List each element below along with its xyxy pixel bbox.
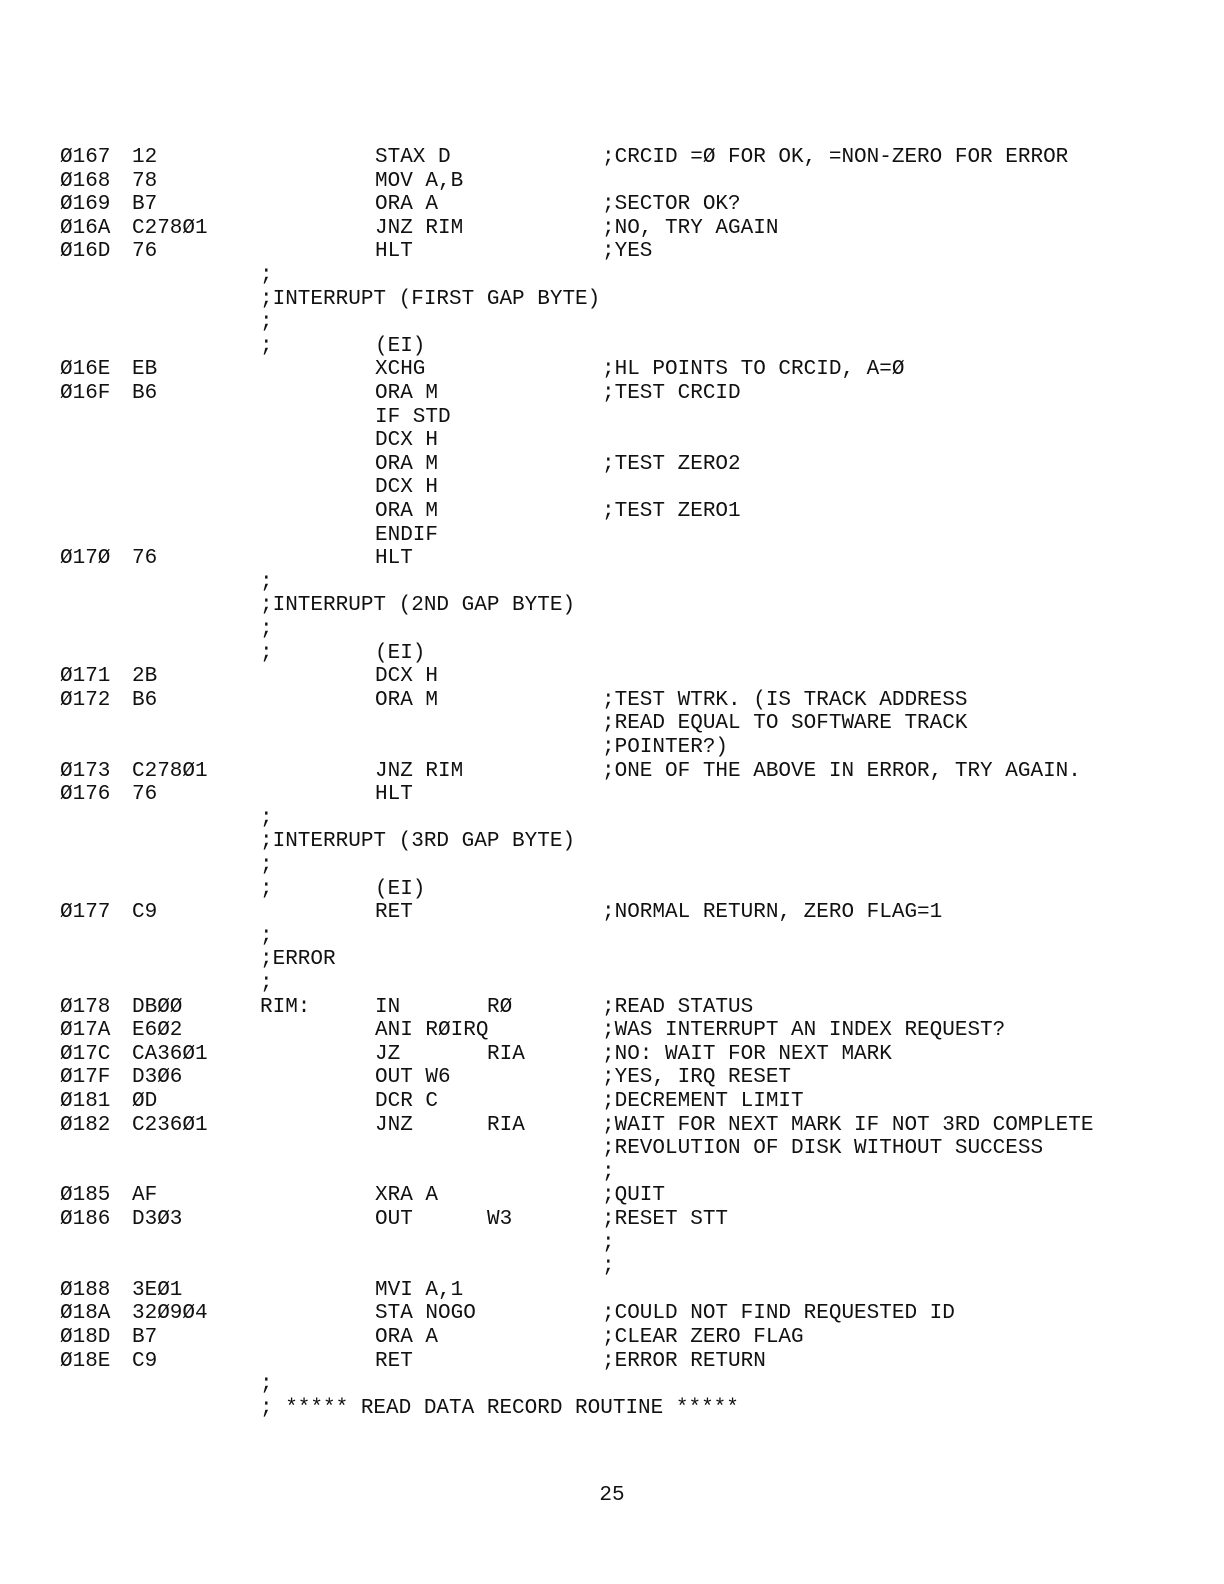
line-op: JNZ RIM (375, 759, 464, 783)
line-op: HLT (375, 783, 413, 807)
line-op: MOV A,B (375, 169, 464, 193)
line-comment: ;ONE OF THE ABOVE IN ERROR, TRY AGAIN. (602, 759, 1081, 783)
line-comment: ;NO, TRY AGAIN (602, 216, 779, 240)
line-comment: ;WAS INTERRUPT AN INDEX REQUEST? (602, 1019, 1006, 1043)
line-obj: 78 (132, 169, 158, 193)
line-obj: D3Ø3 (132, 1208, 183, 1231)
line-addr: Ø188 (60, 1278, 111, 1302)
line-addr: Ø169 (60, 193, 111, 217)
line-op: HLT (375, 240, 413, 264)
line-obj: CA36Ø1 (132, 1042, 208, 1066)
line-label: ;INTERRUPT (FIRST GAP BYTE) (260, 287, 601, 311)
line-label: ;INTERRUPT (3RD GAP BYTE) (260, 830, 576, 854)
line-op: MVI A,1 (375, 1278, 464, 1302)
line-addr: Ø17A (60, 1019, 111, 1043)
line-label: ; (260, 570, 273, 594)
line-addr: Ø17F (60, 1066, 111, 1090)
line-addr: Ø16F (60, 382, 111, 405)
line-obj: ØD (132, 1090, 158, 1113)
line-comment: ;TEST ZERO1 (602, 500, 741, 523)
line-obj: C236Ø1 (132, 1113, 208, 1137)
line-label: ; (260, 641, 273, 665)
line-obj: B7 (132, 1326, 158, 1349)
line-addr: Ø181 (60, 1090, 111, 1113)
line-op: STA NOGO (375, 1302, 476, 1326)
line-label: ;ERROR (260, 948, 336, 972)
line-op: ORA A (375, 1326, 439, 1349)
line-obj: 3EØ1 (132, 1278, 183, 1302)
line-addr: Ø168 (60, 169, 111, 193)
line-label: ; (260, 854, 273, 877)
line-label: ;INTERRUPT (2ND GAP BYTE) (260, 594, 576, 618)
line-op: JZ (375, 1042, 401, 1066)
line-obj: DBØØ (132, 995, 183, 1019)
page-number: 25 (599, 1484, 625, 1507)
line-comment: ; (602, 1255, 615, 1279)
line-obj: 2B (132, 665, 158, 689)
line-op: OUT (375, 1208, 413, 1231)
line-comment: ;READ EQUAL TO SOFTWARE TRACK (602, 712, 968, 736)
line-op: JNZ RIM (375, 216, 464, 240)
line-obj: B6 (132, 688, 158, 712)
line-comment: ;TEST CRCID (602, 382, 741, 405)
line-op: IN (375, 995, 401, 1019)
line-comment: ;QUIT (602, 1184, 666, 1208)
line-comment: ;ERROR RETURN (602, 1349, 766, 1373)
line-label: ; (260, 806, 273, 830)
line-label: ; ***** READ DATA RECORD ROUTINE ***** (260, 1396, 739, 1420)
line-addr: Ø172 (60, 688, 111, 712)
line-comment: ;YES (602, 240, 653, 264)
line-addr: Ø178 (60, 995, 111, 1019)
line-obj: B6 (132, 382, 158, 405)
line-obj: 76 (132, 783, 158, 807)
line-addr: Ø18E (60, 1349, 111, 1373)
line-op: XCHG (375, 358, 426, 382)
line-obj: C9 (132, 901, 158, 925)
line-comment: ;CRCID =Ø FOR OK, =NON-ZERO FOR ERROR (602, 146, 1069, 169)
line-obj: C9 (132, 1349, 158, 1373)
line-op: (EI) (375, 877, 426, 901)
line-comment: ; (602, 1231, 615, 1255)
line-obj: 12 (132, 146, 158, 169)
line-op: ORA A (375, 193, 439, 217)
line-op: HLT (375, 547, 413, 571)
line-op: DCX H (375, 665, 439, 689)
line-addr: Ø173 (60, 759, 111, 783)
line-op: ORA M (375, 500, 439, 523)
line-op: DCR C (375, 1090, 439, 1113)
line-arg: W3 (487, 1208, 513, 1231)
line-op: RET (375, 1349, 413, 1373)
line-comment: ;POINTER?) (602, 736, 729, 759)
line-comment: ;TEST ZERO2 (602, 452, 741, 476)
line-obj: 32Ø9Ø4 (132, 1302, 208, 1326)
line-op: DCX H (375, 429, 439, 453)
line-comment: ;HL POINTS TO CRCID, A=Ø (602, 358, 905, 382)
line-addr: Ø16D (60, 240, 111, 264)
line-addr: Ø167 (60, 146, 111, 169)
line-label: ; (260, 334, 273, 358)
line-obj: 76 (132, 240, 158, 264)
line-op: ORA M (375, 382, 439, 405)
line-op: JNZ (375, 1113, 413, 1137)
line-obj: EB (132, 358, 158, 382)
line-label: ; (260, 1373, 273, 1397)
line-op: XRA A (375, 1184, 439, 1208)
line-comment: ;COULD NOT FIND REQUESTED ID (602, 1302, 955, 1326)
line-op: DCX H (375, 476, 439, 500)
line-label: ; (260, 311, 273, 335)
line-obj: 76 (132, 547, 158, 571)
line-op: (EI) (375, 334, 426, 358)
line-comment: ;WAIT FOR NEXT MARK IF NOT 3RD COMPLETE (602, 1113, 1094, 1137)
line-comment: ;READ STATUS (602, 995, 754, 1019)
line-op: RET (375, 901, 413, 925)
line-op: OUT W6 (375, 1066, 451, 1090)
line-arg: RØ (487, 995, 513, 1019)
line-addr: Ø176 (60, 783, 111, 807)
line-op: (EI) (375, 641, 426, 665)
line-label: RIM: (260, 995, 311, 1019)
line-obj: C278Ø1 (132, 759, 208, 783)
line-addr: Ø171 (60, 665, 111, 689)
line-comment: ;NO: WAIT FOR NEXT MARK (602, 1042, 892, 1066)
line-label: ; (260, 972, 273, 995)
line-arg: RIA (487, 1042, 525, 1066)
line-label: ; (260, 264, 273, 287)
line-op: IF STD (375, 405, 451, 429)
line-comment: ;SECTOR OK? (602, 193, 741, 217)
line-comment: ; (602, 1160, 615, 1184)
line-label: ; (260, 618, 273, 641)
line-arg: RIA (487, 1113, 525, 1137)
line-addr: Ø182 (60, 1113, 111, 1137)
line-addr: Ø17C (60, 1042, 111, 1066)
line-comment: ;CLEAR ZERO FLAG (602, 1326, 804, 1349)
line-addr: Ø177 (60, 901, 111, 925)
line-addr: Ø186 (60, 1208, 111, 1231)
line-obj: E6Ø2 (132, 1019, 183, 1043)
line-addr: Ø16E (60, 358, 111, 382)
line-comment: ;RESET STT (602, 1208, 729, 1231)
line-addr: Ø17Ø (60, 547, 111, 571)
line-obj: B7 (132, 193, 158, 217)
line-addr: Ø16A (60, 216, 111, 240)
line-addr: Ø18A (60, 1302, 111, 1326)
line-op: ANI RØIRQ (375, 1019, 489, 1043)
line-comment: ;REVOLUTION OF DISK WITHOUT SUCCESS (602, 1137, 1044, 1161)
line-addr: Ø18D (60, 1326, 111, 1349)
line-label: ; (260, 877, 273, 901)
line-op: ORA M (375, 688, 439, 712)
line-op: ORA M (375, 452, 439, 476)
line-label: ; (260, 924, 273, 948)
line-comment: ;DECREMENT LIMIT (602, 1090, 804, 1113)
line-comment: ;TEST WTRK. (IS TRACK ADDRESS (602, 688, 968, 712)
line-obj: C278Ø1 (132, 216, 208, 240)
line-comment: ;YES, IRQ RESET (602, 1066, 792, 1090)
line-op: ENDIF (375, 523, 439, 547)
line-obj: AF (132, 1184, 158, 1208)
line-obj: D3Ø6 (132, 1066, 183, 1090)
line-op: STAX D (375, 146, 451, 169)
line-comment: ;NORMAL RETURN, ZERO FLAG=1 (602, 901, 943, 925)
line-addr: Ø185 (60, 1184, 111, 1208)
